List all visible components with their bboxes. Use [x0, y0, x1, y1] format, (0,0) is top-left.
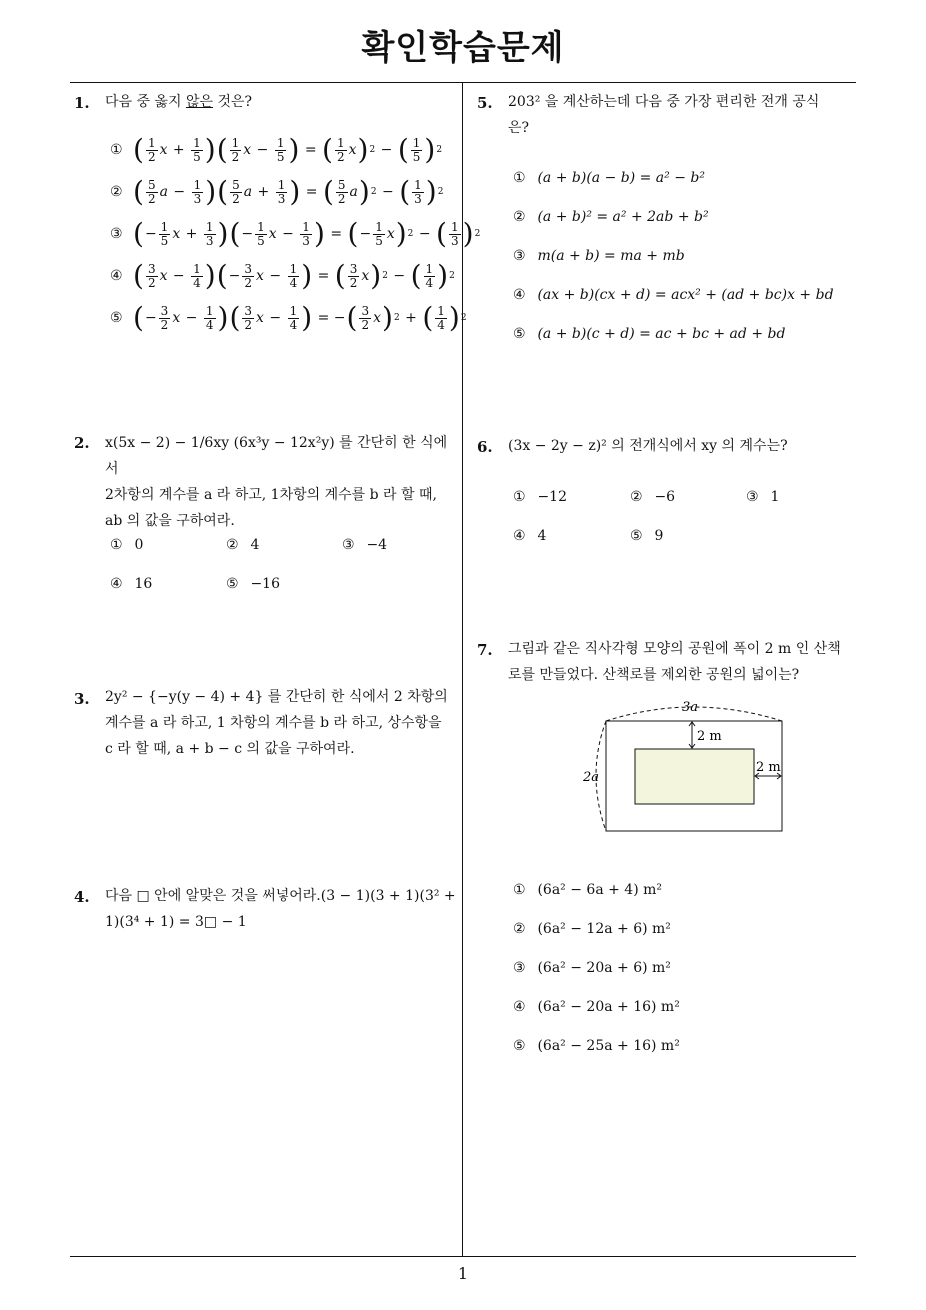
question-number: 1.	[74, 94, 90, 112]
option-mark: ⑤	[630, 528, 643, 544]
option-value: 9	[654, 528, 664, 544]
option-value: −12	[537, 489, 567, 505]
q7-option-5[interactable]	[513, 1038, 680, 1054]
option-value: 0	[134, 537, 144, 553]
question-line-2: 1)(3⁴ + 1) = 3□ − 1	[105, 914, 247, 930]
question-line-1: (3x − 2y − z)² 의 전개식에서 xy 의 계수는?	[508, 438, 788, 454]
option-value: (6a² − 12a + 6) m²	[537, 921, 671, 937]
option-mark: ③	[342, 537, 355, 553]
option-mark: ①	[513, 489, 526, 505]
question-line-3: c 라 할 때, a + b − c 의 값을 구하여라.	[105, 741, 355, 757]
option-mark: ⑤	[226, 576, 239, 592]
question-text	[508, 89, 858, 141]
page-number: 1	[457, 1264, 469, 1283]
q7-option-1[interactable]	[513, 882, 662, 898]
option-value: (a + b)(a − b) = a² − b²	[537, 170, 705, 186]
q2-option-3[interactable]	[342, 537, 387, 553]
option-value: (6a² − 25a + 16) m²	[537, 1038, 680, 1054]
label-top-3a: 3a	[682, 700, 699, 715]
option-mark: ③	[513, 960, 526, 976]
question-line-1: x(5x − 2) − 1/6xy (6x³y − 12x²y) 를 간단히 한 식에서	[105, 435, 448, 477]
question-text	[105, 430, 457, 534]
option-value: (6a² − 20a + 16) m²	[537, 999, 680, 1015]
page-title: 확인학습문제	[361, 28, 565, 68]
question-line-2: 로를 만들었다. 산책로를 제외한 공원의 넓이는?	[508, 667, 800, 683]
q5-option-4[interactable]	[513, 287, 834, 303]
option-mark: ①	[513, 170, 526, 186]
question-number: 7.	[477, 641, 493, 659]
q5-option-3[interactable]	[513, 248, 685, 264]
question-text	[105, 883, 457, 935]
question-text	[105, 89, 252, 115]
question-line-1: 203² 을 계산하는데 다음 중 가장 편리한 전개 공식	[508, 94, 820, 110]
option-value: 16	[134, 576, 153, 592]
option-mark: ②	[513, 209, 526, 225]
question-number: 3.	[74, 690, 90, 708]
option-value: 4	[250, 537, 260, 553]
question-number: 6.	[477, 438, 493, 456]
q1-option-5[interactable]: ⑤ ( − $\frac{3}{2}$ x − $\frac{1}{4}$ ) ( $\frac{3}{2}$ x − $\frac{1}{4}$ ) = − ( $\frac{3}{2}$ x ) 2 + ( $\frac{1}{4}$ ) 2	[110, 301, 467, 334]
q2-option-4[interactable]	[110, 576, 152, 592]
q2-option-5[interactable]	[226, 576, 280, 592]
header-rule	[70, 82, 856, 83]
question-text-emphasis: 않은	[185, 94, 214, 110]
option-mark: ⑤	[513, 326, 526, 342]
park-inner-rect	[635, 749, 754, 804]
q6-option-2[interactable]	[630, 489, 675, 505]
question-line-1: 다음 □ 안에 알맞은 것을 써넣어라.(3 − 1)(3 + 1)(3² +	[105, 888, 456, 904]
option-value: m(a + b) = ma + mb	[537, 248, 685, 264]
q6-option-4[interactable]	[513, 528, 546, 544]
option-mark: ②	[630, 489, 643, 505]
option-mark: ①	[513, 882, 526, 898]
option-mark: ③	[513, 248, 526, 264]
q7-option-4[interactable]	[513, 999, 680, 1015]
q5-option-2[interactable]	[513, 209, 709, 225]
question-line-1: 그림과 같은 직사각형 모양의 공원에 폭이 2 m 인 산책	[508, 641, 841, 657]
option-value: (6a² − 6a + 4) m²	[537, 882, 663, 898]
option-mark: ③	[110, 226, 123, 242]
option-mark: ①	[110, 142, 123, 158]
question-text	[508, 636, 858, 688]
q6-option-3[interactable]	[746, 489, 779, 505]
option-mark: ④	[110, 268, 123, 284]
option-mark: ②	[513, 921, 526, 937]
q1-option-3[interactable]: ③ ( − $\frac{1}{5}$ x + $\frac{1}{3}$ ) ( − $\frac{1}{5}$ x − $\frac{1}{3}$ ) = ( − $\frac{1}{5}$ x ) 2 − ( $\frac{1}{3}$ ) 2	[110, 217, 481, 250]
option-value: −6	[654, 489, 676, 505]
option-value: −4	[366, 537, 388, 553]
option-value: (a + b)² = a² + 2ab + b²	[537, 209, 709, 225]
question-number: 4.	[74, 888, 90, 906]
question-line-2: 계수를 a 라 하고, 1 차항의 계수를 b 라 하고, 상수항을	[105, 715, 442, 731]
option-mark: ④	[513, 528, 526, 544]
q2-option-2[interactable]	[226, 537, 259, 553]
option-mark: ④	[513, 287, 526, 303]
option-value: (a + b)(c + d) = ac + bc + ad + bd	[537, 326, 786, 342]
option-mark: ⑤	[513, 1038, 526, 1054]
q5-option-1[interactable]	[513, 170, 705, 186]
question-line-2: 은?	[508, 120, 530, 136]
park-diagram	[578, 695, 798, 840]
question-line-1: 2y² − {−y(y − 4) + 4} 를 간단히 한 식에서 2 차항의	[105, 689, 448, 705]
q2-option-1[interactable]	[110, 537, 143, 553]
option-mark: ①	[110, 537, 123, 553]
question-number: 2.	[74, 434, 90, 452]
q7-option-2[interactable]	[513, 921, 671, 937]
option-mark: ⑤	[110, 310, 123, 326]
option-mark: ④	[110, 576, 123, 592]
question-number: 5.	[477, 94, 493, 112]
label-gap-top: 2 m	[697, 729, 722, 744]
option-mark: ④	[513, 999, 526, 1015]
footer-rule	[70, 1256, 856, 1257]
option-value: (ax + b)(cx + d) = acx² + (ad + bc)x + bd	[537, 287, 834, 303]
option-mark: ②	[110, 184, 123, 200]
question-text-post: 것은?	[213, 94, 253, 110]
q6-option-1[interactable]	[513, 489, 567, 505]
label-left-2a: 2a	[583, 770, 600, 785]
q7-option-3[interactable]	[513, 960, 671, 976]
question-text	[105, 684, 457, 762]
option-value: 1	[770, 489, 780, 505]
option-value: −16	[250, 576, 280, 592]
label-gap-right: 2 m	[756, 760, 781, 775]
q1-option-1[interactable]: ① ( $\frac{1}{2}$ x + $\frac{1}{5}$ ) ( $\frac{1}{2}$ x − $\frac{1}{5}$ ) = ( $\frac{1}{2}$ x ) 2 − ( $\frac{1}{5}$ ) 2	[110, 133, 443, 166]
option-value: 4	[537, 528, 547, 544]
question-text	[508, 433, 858, 459]
question-text-pre: 다음 중 옳지	[105, 94, 186, 110]
q5-option-5[interactable]	[513, 326, 785, 342]
question-line-3: ab 의 값을 구하여라.	[105, 513, 235, 529]
option-mark: ③	[746, 489, 759, 505]
q6-option-5[interactable]	[630, 528, 663, 544]
option-mark: ②	[226, 537, 239, 553]
question-line-2: 2차항의 계수를 a 라 하고, 1차항의 계수를 b 라 할 때,	[105, 487, 437, 503]
option-value: (6a² − 20a + 6) m²	[537, 960, 671, 976]
column-divider	[462, 82, 463, 1257]
q1-option-2[interactable]: ② ( $\frac{5}{2}$ a − $\frac{1}{3}$ ) ( $\frac{5}{2}$ a + $\frac{1}{3}$ ) = ( $\frac{5}{2}$ a ) 2 − ( $\frac{1}{3}$ ) 2	[110, 175, 444, 208]
q1-option-4[interactable]: ④ ( $\frac{3}{2}$ x − $\frac{1}{4}$ ) ( − $\frac{3}{2}$ x − $\frac{1}{4}$ ) = ( $\frac{3}{2}$ x ) 2 − ( $\frac{1}{4}$ ) 2	[110, 259, 455, 292]
